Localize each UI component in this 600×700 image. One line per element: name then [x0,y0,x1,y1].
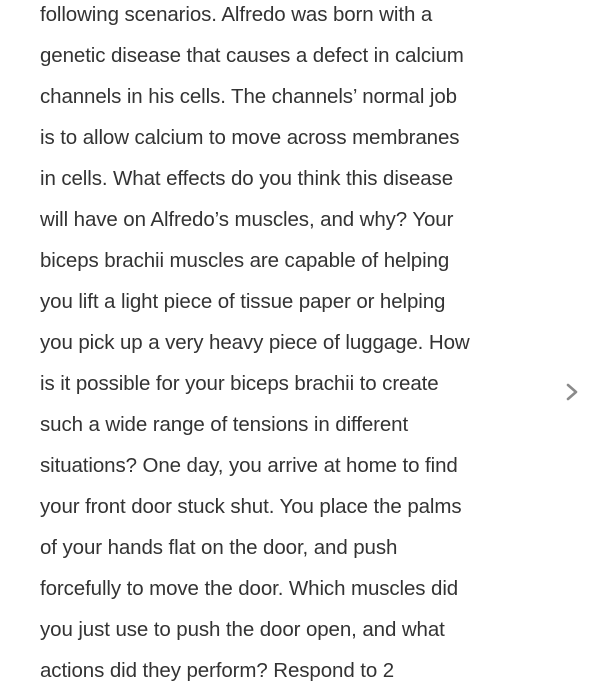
text-line: you just use to push the door open, and what [40,618,445,641]
text-line: you lift a light piece of tissue paper or helping [40,290,446,313]
text-line: situations? One day, you arrive at home to find [40,454,458,477]
chevron-right-icon [565,382,579,402]
text-line: is to allow calcium to move across membranes [40,126,460,149]
text-line: of your hands flat on the door, and push [40,536,398,559]
text-line: is it possible for your biceps brachii to create [40,372,439,395]
next-page-button[interactable] [558,376,586,408]
text-line: such a wide range of tensions in different [40,413,409,436]
text-line: biceps brachii muscles are capable of helping [40,249,450,272]
text-line: you pick up a very heavy piece of luggage. How [40,331,470,354]
text-line: channels in his cells. The channels’ normal job [40,85,457,108]
question-text [40,0,560,691]
text-line: will have on Alfredo’s muscles, and why? Your [40,208,454,231]
text-line: in cells. What effects do you think this disease [40,167,454,190]
text-line: your front door stuck shut. You place the palms [40,495,462,518]
text-line: following scenarios. Alfredo was born with a [40,3,433,26]
text-line: genetic disease that causes a defect in calcium [40,44,464,67]
text-line: actions did they perform? Respond to 2 [40,659,395,682]
text-line: forcefully to move the door. Which muscles did [40,577,459,600]
